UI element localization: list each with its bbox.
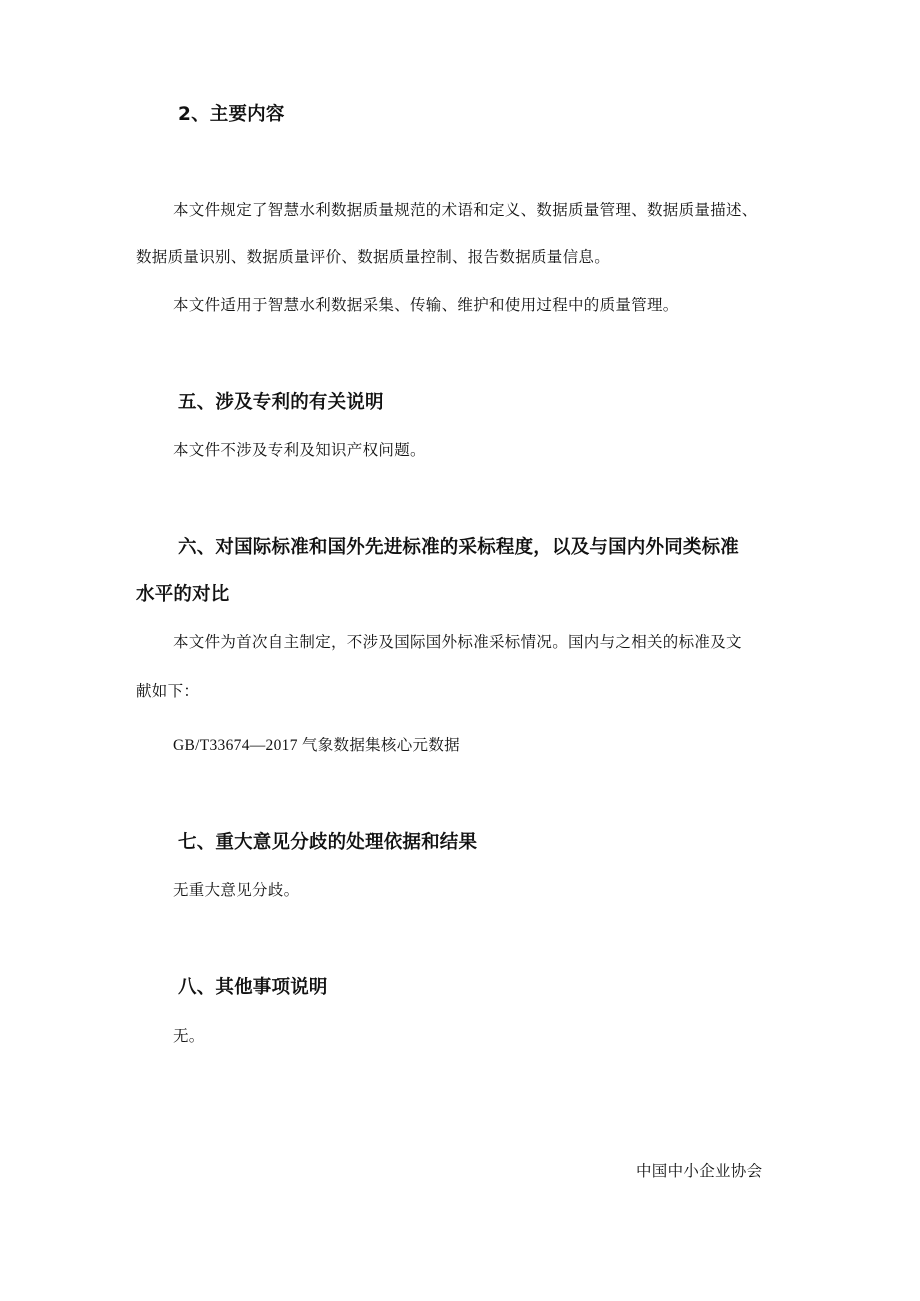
standards-text-line-1: 本文件为首次自主制定，不涉及国际国外标准采标情况。国内与之相关的标准及文 <box>173 633 742 651</box>
section-heading-main-content: 2、主要内容 <box>178 104 285 125</box>
main-content-paragraph-2: 本文件适用于智慧水利数据采集、传输、维护和使用过程中的质量管理。 <box>173 296 679 314</box>
section-heading-disagreement: 七、重大意见分歧的处理依据和结果 <box>178 832 478 853</box>
section-heading-standards-line-1: 六、对国际标准和国外先进标准的采标程度，以及与国内外同类标准 <box>178 537 740 558</box>
patent-text: 本文件不涉及专利及知识产权问题。 <box>173 441 426 459</box>
section-heading-standards-line-2: 水平的对比 <box>136 584 230 605</box>
disagreement-text: 无重大意见分歧。 <box>173 881 300 899</box>
standards-reference: GB/T33674—2017 气象数据集核心元数据 <box>173 737 460 754</box>
section-heading-patent: 五、涉及专利的有关说明 <box>178 392 384 413</box>
main-content-paragraph-1-line-1: 本文件规定了智慧水利数据质量规范的术语和定义、数据质量管理、数据质量描述、 <box>173 201 758 219</box>
section-heading-other: 八、其他事项说明 <box>178 977 328 998</box>
standards-text-line-2: 献如下： <box>136 682 200 700</box>
main-content-paragraph-1-line-2: 数据质量识别、数据质量评价、数据质量控制、报告数据质量信息。 <box>136 248 611 266</box>
signature-organization: 中国中小企业协会 <box>636 1162 763 1180</box>
other-text: 无。 <box>173 1027 205 1045</box>
